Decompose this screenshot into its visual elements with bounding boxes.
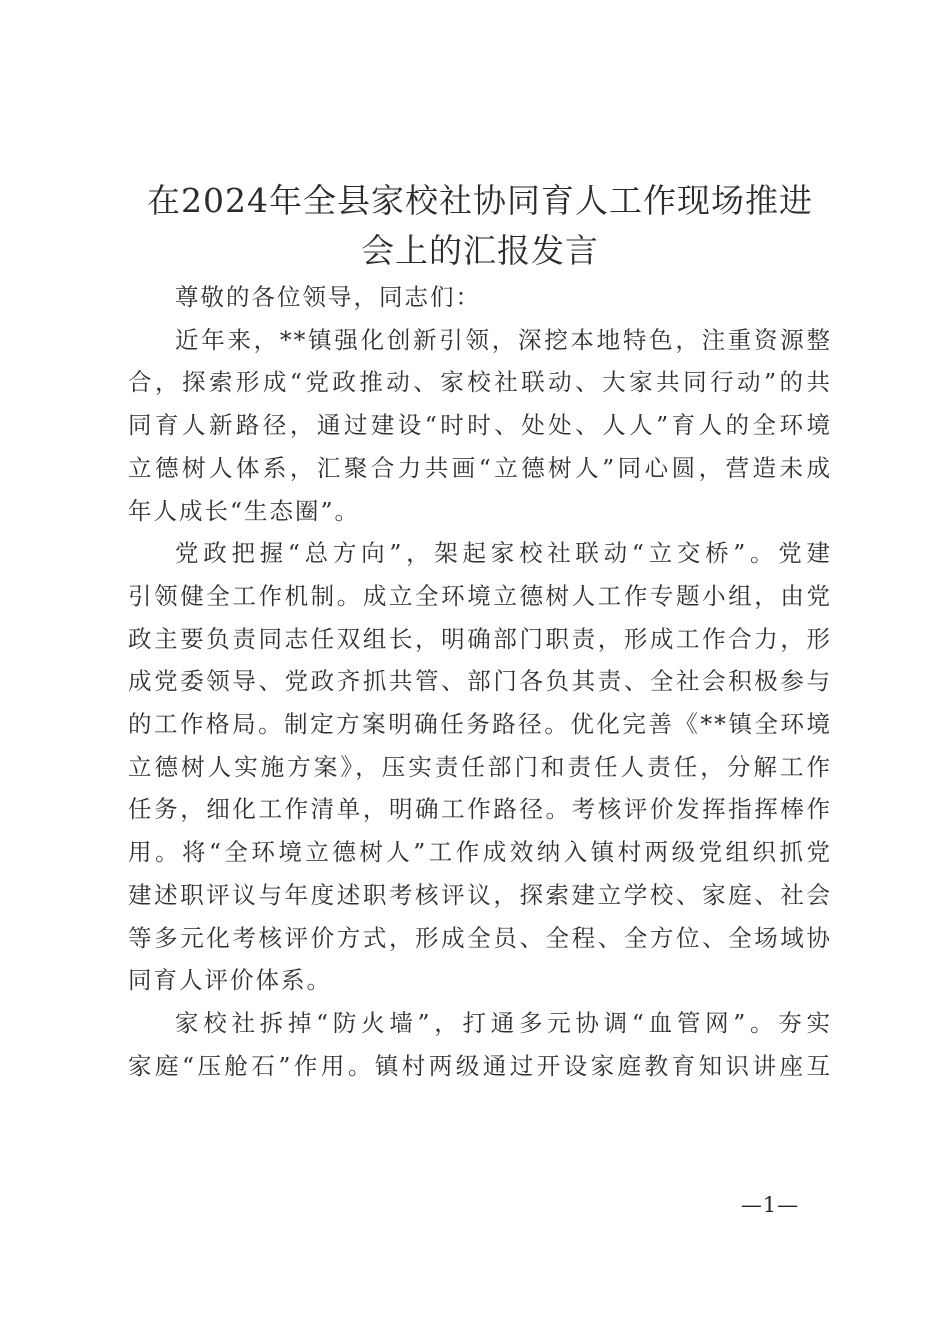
paragraph-line: 任务，细化工作清单，明确工作路径。考核评价发挥指挥棒作 bbox=[128, 795, 832, 824]
paragraph-line: 引领健全工作机制。成立全环境立德树人工作专题小组，由党 bbox=[128, 581, 832, 610]
paragraph-line: 家校社拆掉“防火墙”，打通多元协调“血管网”。夯实 bbox=[175, 1008, 832, 1037]
salutation: 尊敬的各位领导，同志们： bbox=[175, 283, 481, 311]
title-line-1: 在2024年全县家校社协同育人工作现场推进 bbox=[147, 181, 813, 220]
paragraph-line: 立德树人实施方案》，压实责任部门和责任人责任，分解工作 bbox=[128, 752, 832, 781]
document-body bbox=[128, 276, 832, 1087]
paragraph-line: 近年来，**镇强化创新引领，深挖本地特色，注重资源整 bbox=[175, 325, 832, 354]
paragraph-line: 合，探索形成“党政推动、家校社联动、大家共同行动”的共 bbox=[128, 368, 832, 397]
paragraph-line: 建述职评议与年度述职考核评议，探索建立学校、家庭、社会 bbox=[128, 880, 832, 909]
page-number: —1— bbox=[740, 1193, 800, 1217]
paragraph-line: 用。将“全环境立德树人”工作成效纳入镇村两级党组织抓党 bbox=[128, 838, 832, 867]
paragraph-line: 党政把握“总方向”，架起家校社联动“立交桥”。党建 bbox=[175, 539, 832, 568]
paragraph-1 bbox=[128, 319, 832, 533]
title-line-2: 会上的汇报发言 bbox=[361, 231, 599, 270]
paragraph-line: 年人成长“生态圈”。 bbox=[128, 496, 361, 525]
paragraph-line: 同育人新路径，通过建设“时时、处处、人人”育人的全环境 bbox=[128, 411, 832, 440]
paragraph-line: 同育人评价体系。 bbox=[128, 966, 332, 995]
paragraph-line: 成党委领导、党政齐抓共管、部门各负其责、全社会积极参与 bbox=[128, 667, 832, 696]
paragraph-line: 政主要负责同志任双组长，明确部门职责，形成工作合力，形 bbox=[128, 624, 832, 653]
paragraph-line: 家庭“压舱石”作用。镇村两级通过开设家庭教育知识讲座互 bbox=[128, 1051, 832, 1080]
paragraph-line: 的工作格局。制定方案明确任务路径。优化完善《**镇全环境 bbox=[128, 710, 832, 739]
document-title bbox=[128, 176, 832, 276]
paragraph-3 bbox=[128, 1002, 832, 1087]
paragraph-line: 等多元化考核评价方式，形成全员、全程、全方位、全场域协 bbox=[128, 923, 832, 952]
paragraph-2 bbox=[128, 532, 832, 1002]
paragraph-line: 立德树人体系，汇聚合力共画“立德树人”同心圆，营造未成 bbox=[128, 453, 832, 482]
